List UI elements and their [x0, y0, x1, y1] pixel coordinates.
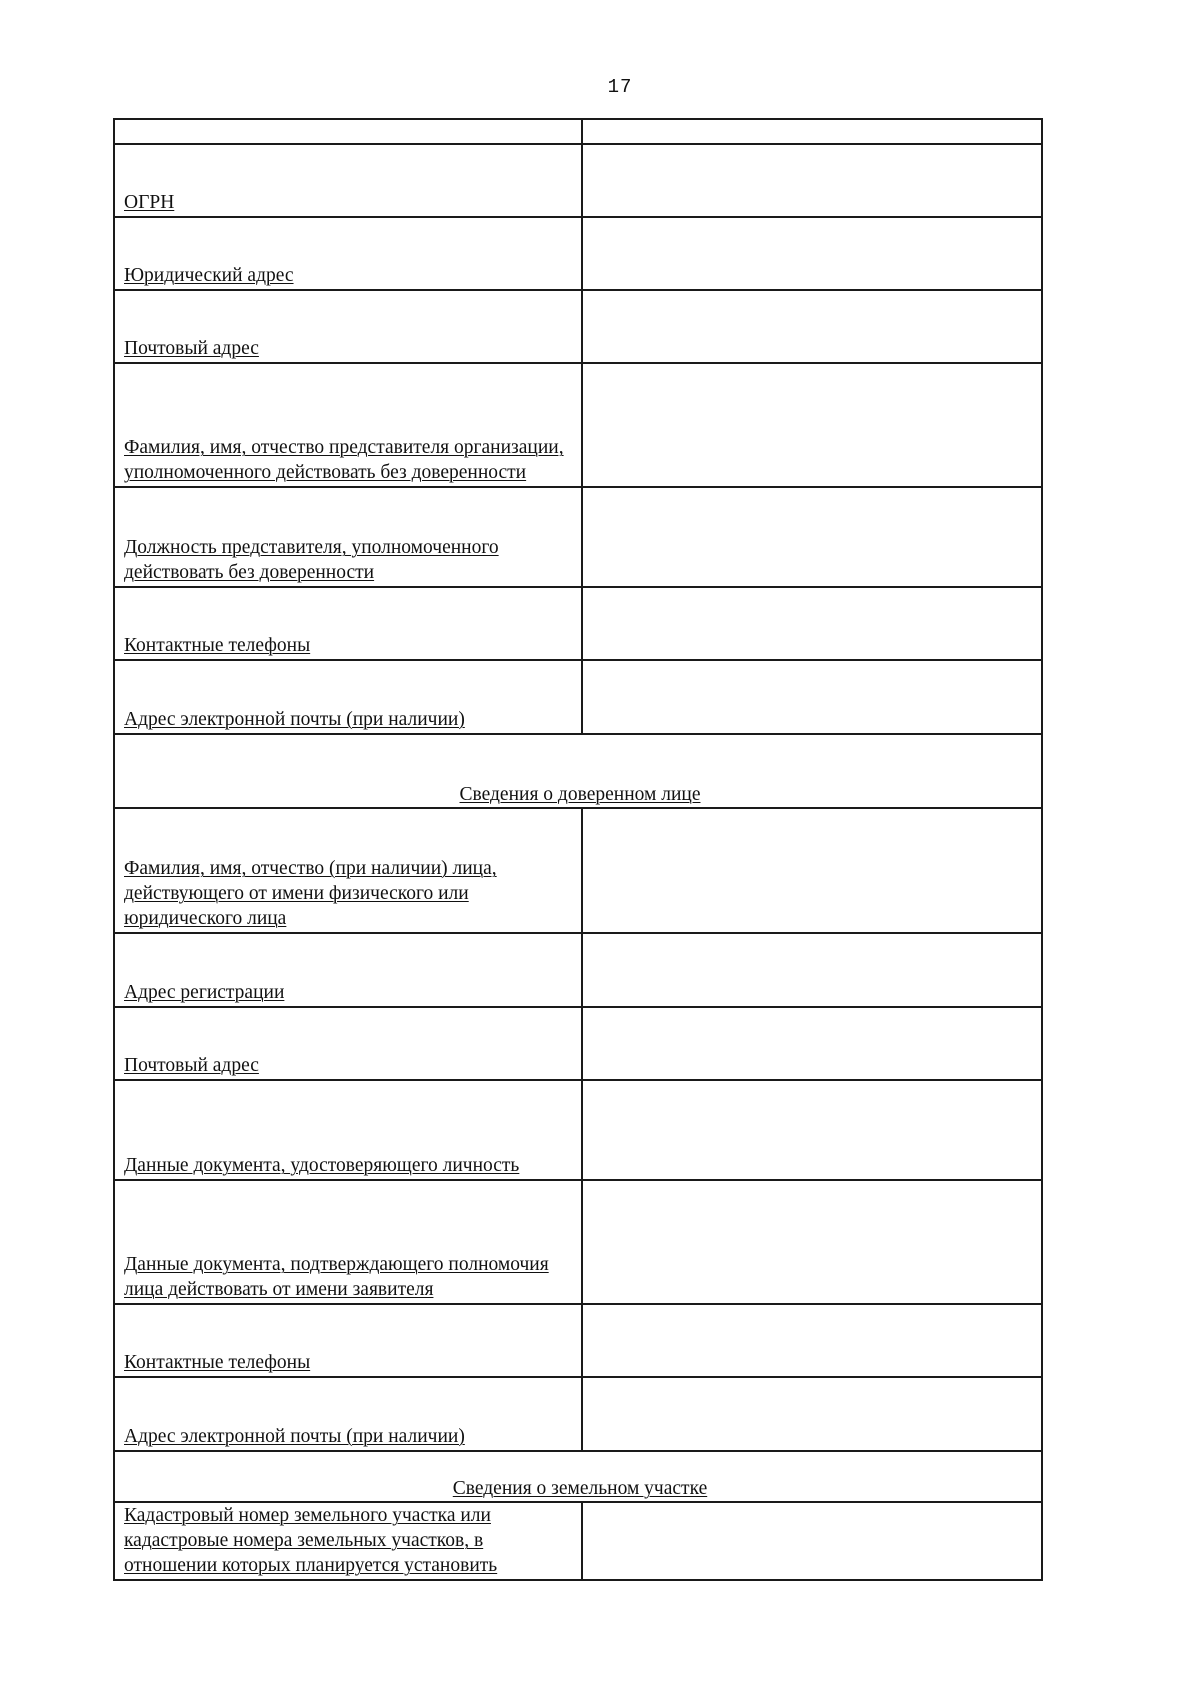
table-row	[114, 1502, 1042, 1580]
page-number: 17	[607, 76, 633, 98]
row-label-identity-document: Данные документа, удостоверяющего личность	[114, 1080, 582, 1180]
trustee-name-value-field[interactable]	[582, 808, 1042, 933]
legal-address-value-field[interactable]	[582, 217, 1042, 290]
postal-address-value-field[interactable]	[582, 290, 1042, 363]
row-label-authority-document: Данные документа, подтверждающего полномочия лица действовать от имени заявителя	[114, 1180, 582, 1304]
row-label-email: Адрес электронной почты (при наличии)	[114, 660, 582, 734]
row-label-representative-position: Должность представителя, уполномоченного действовать без доверенности	[114, 487, 582, 587]
trustee-email-value-field[interactable]	[582, 1377, 1042, 1451]
section-title-land: Сведения о земельном участке	[114, 1451, 1042, 1502]
row-label-trustee-postal-address: Почтовый адрес	[114, 1007, 582, 1080]
table-row	[114, 1377, 1042, 1451]
section-title-trustee: Сведения о доверенном лице	[114, 734, 1042, 808]
table-row	[114, 487, 1042, 587]
row-label-cadastral-number: Кадастровый номер земельного участка или кадастровые номера земельных участков, в отношении которых планируется установить	[114, 1502, 582, 1580]
phones-value-field[interactable]	[582, 587, 1042, 660]
application-form-table	[113, 118, 1043, 1581]
section-header-row	[114, 1451, 1042, 1502]
table-row	[114, 363, 1042, 487]
trustee-phones-value-field[interactable]	[582, 1304, 1042, 1377]
row-label-phones: Контактные телефоны	[114, 587, 582, 660]
table-row	[114, 1007, 1042, 1080]
table-row	[114, 1180, 1042, 1304]
representative-name-value-field[interactable]	[582, 363, 1042, 487]
row-label-trustee-phones: Контактные телефоны	[114, 1304, 582, 1377]
table-row	[114, 660, 1042, 734]
row-value-field[interactable]	[582, 119, 1042, 144]
table-row	[114, 587, 1042, 660]
table-row	[114, 119, 1042, 144]
row-label-trustee-name: Фамилия, имя, отчество (при наличии) лица, действующего от имени физического или юридического лица	[114, 808, 582, 933]
email-value-field[interactable]	[582, 660, 1042, 734]
ogrn-value-field[interactable]	[582, 144, 1042, 217]
table-row	[114, 808, 1042, 933]
section-header-row	[114, 734, 1042, 808]
row-label-registration-address: Адрес регистрации	[114, 933, 582, 1007]
registration-address-value-field[interactable]	[582, 933, 1042, 1007]
table-row	[114, 290, 1042, 363]
table-row	[114, 933, 1042, 1007]
table-row	[114, 217, 1042, 290]
identity-document-value-field[interactable]	[582, 1080, 1042, 1180]
table-row	[114, 144, 1042, 217]
representative-position-value-field[interactable]	[582, 487, 1042, 587]
row-label-postal-address: Почтовый адрес	[114, 290, 582, 363]
table-row	[114, 1304, 1042, 1377]
row-label	[114, 119, 582, 144]
table-row	[114, 1080, 1042, 1180]
row-label-ogrn: ОГРН	[114, 144, 582, 217]
cadastral-number-value-field[interactable]	[582, 1502, 1042, 1580]
row-label-trustee-email: Адрес электронной почты (при наличии)	[114, 1377, 582, 1451]
authority-document-value-field[interactable]	[582, 1180, 1042, 1304]
row-label-legal-address: Юридический адрес	[114, 217, 582, 290]
trustee-postal-address-value-field[interactable]	[582, 1007, 1042, 1080]
row-label-representative-name: Фамилия, имя, отчество представителя организации, уполномоченного действовать без доверенности	[114, 363, 582, 487]
